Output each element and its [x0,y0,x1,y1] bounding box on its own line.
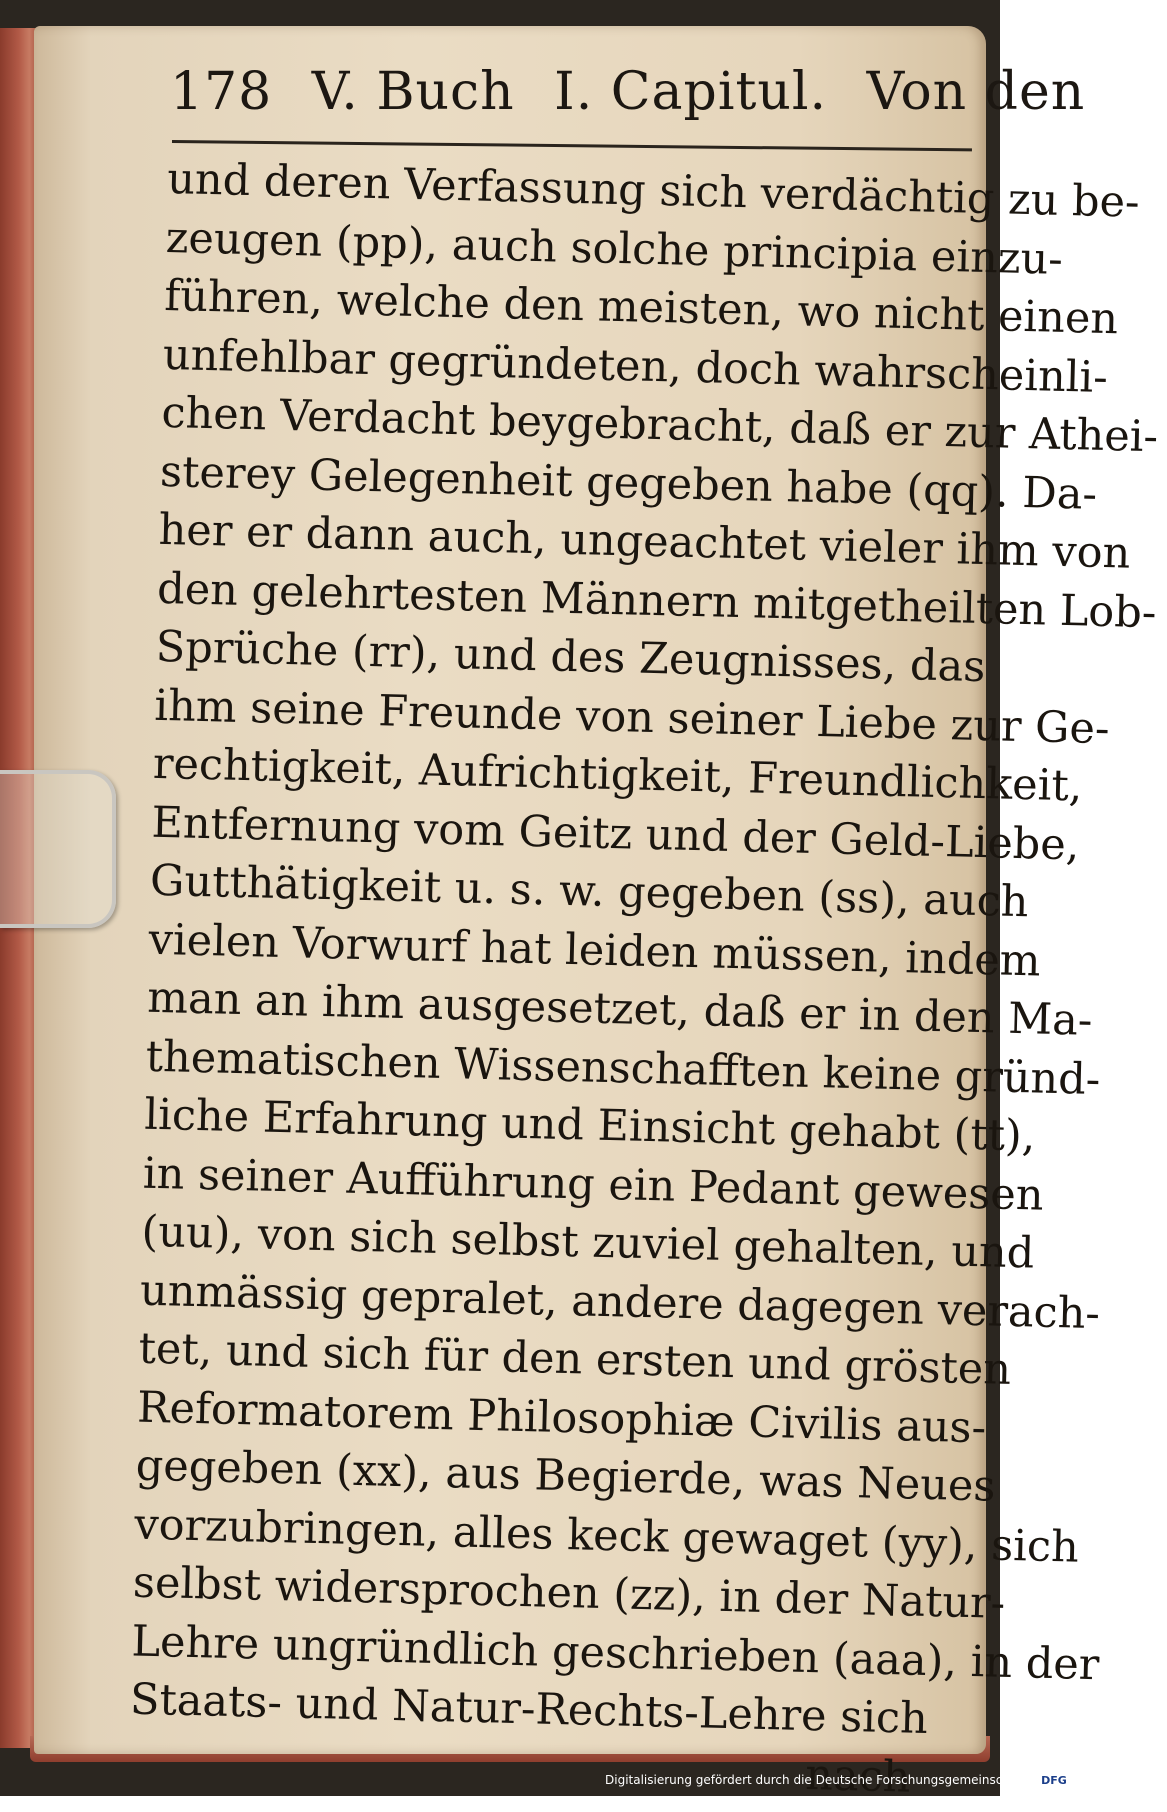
text-line: Staats- und Natur-Rechts-Lehre sich [129,1674,929,1745]
running-head-book: V. Buch [311,62,515,122]
text-line: tet, und sich für den ersten und grösten [138,1323,1012,1395]
text-line: selbst widersprochen (zz), in der Natur- [132,1557,1006,1629]
text-line: zeugen (pp), auch solche principia einzu- [165,212,1064,285]
catchword: nach [804,1749,912,1803]
text-line: Sprüche (rr), und des Zeugnisses, das [155,621,986,693]
running-head-chapter: I. Capitul. [554,62,828,122]
credit-text: Digitalisierung gefördert durch die Deutsche Forschungsgemeinschaft - [605,1773,1035,1787]
text-line: unmässig gepralet, andere dagegen verach- [139,1265,1101,1339]
page-number: 178 [170,62,273,122]
text-line: gegeben (xx), aus Begierde, was Neues [135,1440,997,1512]
running-head-title: Von den [866,62,1086,122]
page-clip [0,770,116,928]
digitization-credit [605,1773,1070,1793]
text-line: führen, welche den meisten, wo nicht einen [163,270,1119,345]
text-line: in seiner Aufführung ein Pedant gewesen [142,1148,1045,1221]
text-line: und deren Verfassung sich verdächtig zu be- [166,153,1141,228]
text-line: man an ihm ausgesetzet, daß er in den Ma- [146,972,1094,1046]
text-line: vorzubringen, alles keck gewaget (yy), sich [133,1499,1080,1573]
text-line: thematischen Wissenschafften keine gründ- [145,1031,1101,1105]
text-line: chen Verdacht beygebracht, daß er zur Athei- [160,387,1159,463]
text-line: Gutthätigkeit u. s. w. gegeben (ss), auch [149,855,1030,928]
text-line: (uu), von sich selbst zuviel gehalten, und [140,1206,1035,1279]
text-line: Lehre ungründlich geschrieben (aaa), in der [130,1616,1100,1690]
text-line: unfehlbar gegründeten, doch wahrscheinli- [162,329,1109,403]
text-line: her er dann auch, ungeachtet vieler ihm von [158,504,1131,579]
running-head [170,62,1086,134]
text-line: Reformatorem Philosophiæ Civilis aus- [136,1382,987,1453]
dfg-logo: DFG [1038,1774,1070,1787]
text-line: rechtigkeit, Aufrichtigkeit, Freundlichkeit, [152,738,1083,812]
text-line: Entfernung vom Geitz und der Geld-Liebe, [150,797,1081,870]
text-line: vielen Vorwurf hat leiden müssen, indem [148,914,1042,987]
text-line: ihm seine Freunde von seiner Liebe zur Ge- [153,680,1111,754]
text-line: sterey Gelegenheit gegeben habe (qq). Da- [159,446,1098,520]
text-line: liche Erfahrung und Einsicht gehabt (tt), [143,1089,1037,1162]
text-line: den gelehrtesten Männern mitgetheilten Lob- [156,563,1157,638]
